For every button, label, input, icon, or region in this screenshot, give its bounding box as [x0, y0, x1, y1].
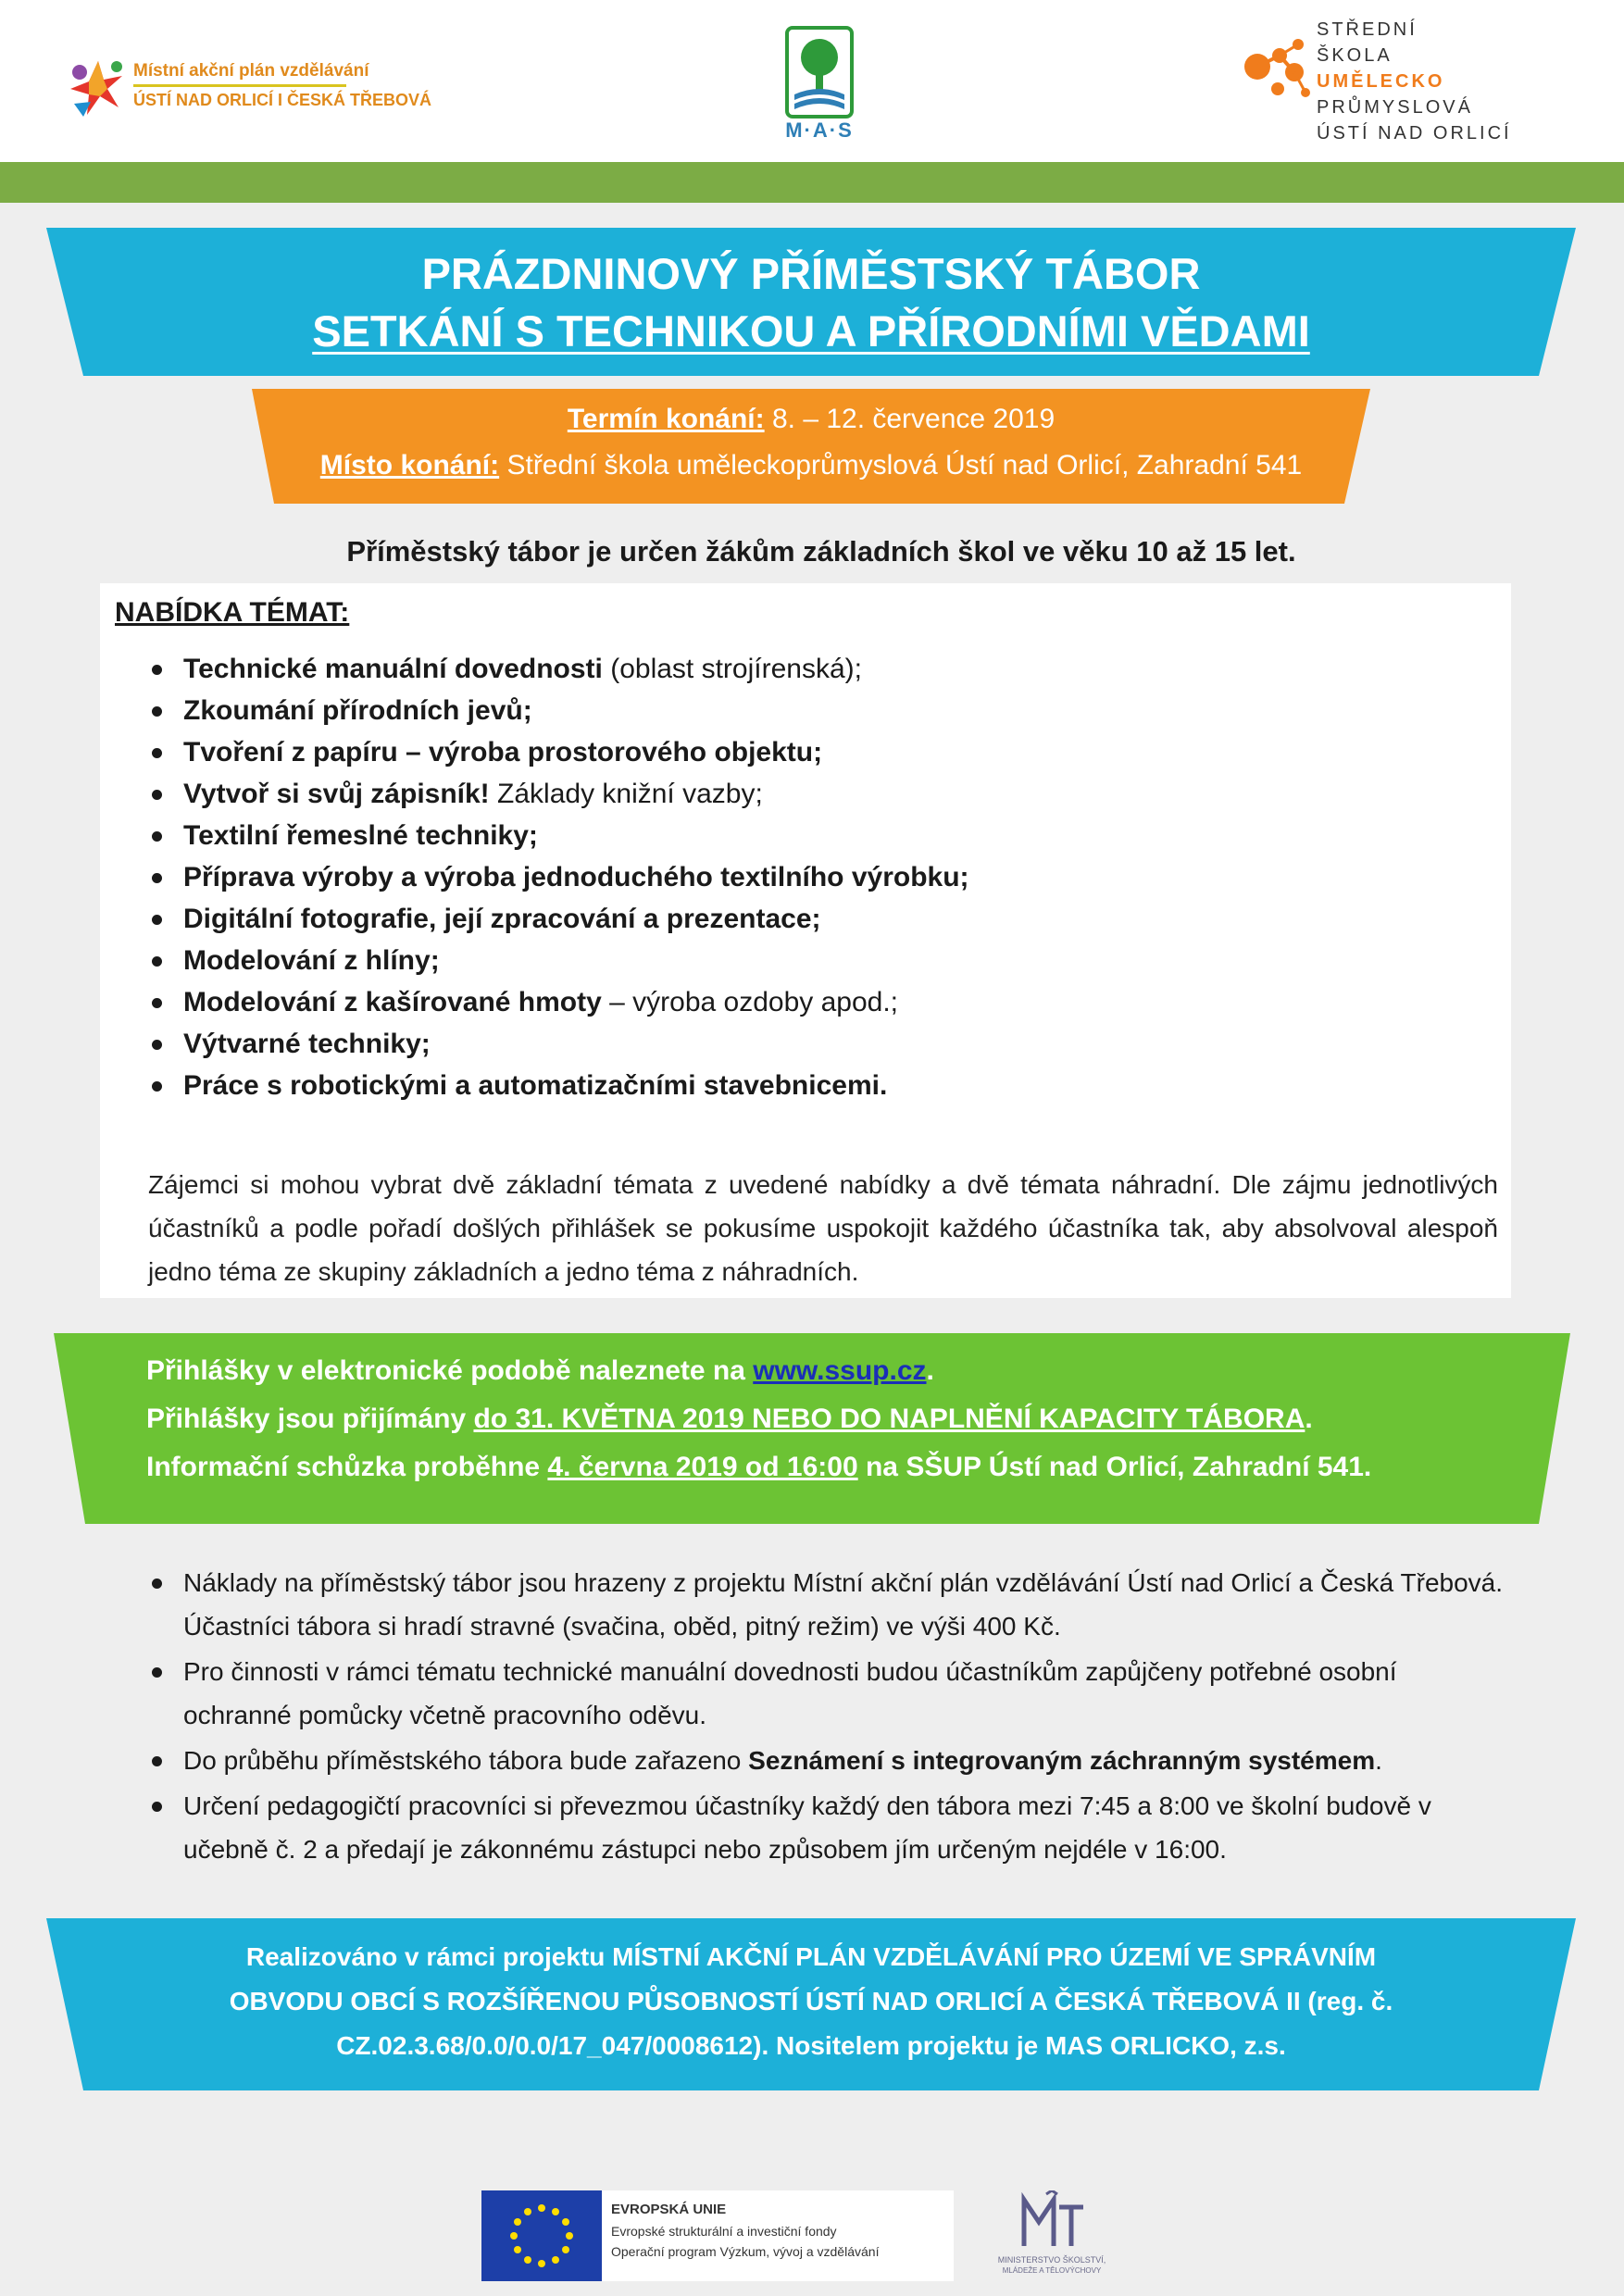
topic-rest: – výroba ozdoby apod.; [601, 987, 899, 1017]
topic-bold: Textilní řemeslné techniky; [183, 820, 538, 851]
registration-line2-end: . [1305, 1404, 1313, 1434]
map-logo-line1: Místní akční plán vzdělávání [133, 61, 369, 81]
eu-logo-line3: Operační program Výzkum, vývoj a vzdělávání [611, 2244, 880, 2259]
footer-line1: Realizováno v rámci projektu MÍSTNÍ AKČNÍ PLÁN VZDĚLÁVÁNÍ PRO ÚZEMÍ VE SPRÁVNÍM [245, 1942, 1377, 1971]
eu-logo [481, 2190, 954, 2281]
note-end: . [1375, 1746, 1382, 1775]
school-logo [1241, 17, 1518, 146]
intro-text: Příměstský tábor je určen žákům základních škol ve věku 10 až 15 let. [346, 535, 1296, 568]
eu-logo-line1: EVROPSKÁ UNIE [611, 2202, 727, 2217]
note-text: Pro činnosti v rámci tématu technické manuální dovednosti budou účastníkům zapůjčeny potřebné osobní ochranné pomůcky včetně pracovního oděvu. [183, 1657, 1397, 1729]
school-logo-line1: STŘEDNÍ [1317, 19, 1418, 40]
mas-logo-text: M·A·S [785, 119, 854, 142]
eu-flag-icon [481, 2190, 602, 2281]
eu-flag [481, 2190, 602, 2281]
notes-list [148, 1561, 1509, 1873]
note-text: Do průběhu příměstského tábora bude zařazeno [183, 1746, 749, 1775]
event-date-label: Termín konání: [567, 404, 765, 434]
title-line2: SETKÁNÍ S TECHNIKOU A PŘÍRODNÍMI VĚDAMI [312, 306, 1310, 356]
list-item [148, 981, 1444, 1023]
note-text: Určení pedagogičtí pracovníci si převezmou účastníky každý den tábora mezi 7:45 a 8:00 ve školní budově v učebně č. 2 a předají je zákonnému zástupci nebo způsobem jím určeným nejdéle v 16:00. [183, 1791, 1431, 1864]
list-item [148, 1739, 1509, 1782]
meeting-date: 4. června 2019 od 16:00 [547, 1452, 858, 1482]
msmt-logo-icon [987, 2190, 1117, 2255]
mas-logo [768, 26, 870, 146]
title-line1: PRÁZDNINOVÝ PŘÍMĚSTSKÝ TÁBOR [421, 249, 1201, 298]
registration-deadline: do 31. KVĚTNA 2019 NEBO DO NAPLNĚNÍ KAPACITY TÁBORA [473, 1404, 1305, 1434]
topic-bold: Digitální fotografie, její zpracování a prezentace; [183, 904, 821, 934]
registration-line1-text: Přihlášky v elektronické podobě naleznete na [146, 1355, 754, 1386]
topic-bold: Vytvoř si svůj zápisník! [183, 779, 490, 809]
registration-line2 [146, 1404, 1313, 1435]
note-text: Náklady na příměstský tábor jsou hrazeny z projektu Místní akční plán vzdělávání Ústí nad Orlicí a Česká Třebová. Účastníci tábora si hradí stravné (svačina, oběd, pitný režim) ve výši 400 Kč. [183, 1568, 1504, 1641]
title-band [46, 228, 1576, 376]
ssup-dots-logo-icon [1241, 35, 1315, 119]
topic-bold: Příprava výroby a výroba jednoduchého textilního výrobku; [183, 862, 969, 892]
note-bold: Seznámení s integrovaným záchranným systémem [748, 1746, 1376, 1775]
event-place [252, 450, 1370, 481]
msmt-logo-line1: MINISTERSTVO ŠKOLSTVÍ, [997, 2255, 1106, 2265]
eu-logo-text [611, 2202, 954, 2274]
website-link[interactable]: www.ssup.cz [753, 1355, 927, 1386]
list-item [148, 898, 1444, 940]
map-logo [67, 56, 432, 120]
topic-bold: Práce s robotickými a automatizačními stavebnicemi. [183, 1070, 888, 1101]
registration-line1-end: . [926, 1355, 934, 1386]
topic-bold: Zkoumání přírodních jevů; [183, 695, 532, 726]
topic-bold: Výtvarné techniky; [183, 1029, 431, 1059]
topic-bold: Tvoření z papíru – výroba prostorového objektu; [183, 737, 823, 767]
topic-rest: Základy knižní vazby; [489, 779, 763, 809]
map-logo-divider [133, 84, 346, 87]
topic-rest: (oblast strojírenská); [602, 654, 862, 684]
registration-line1 [146, 1355, 934, 1387]
list-item [148, 773, 1444, 815]
school-logo-text [1317, 17, 1512, 146]
event-date [252, 404, 1370, 435]
list-item [148, 1023, 1444, 1065]
list-item [148, 1650, 1509, 1737]
list-item [148, 815, 1444, 856]
footer-line3: CZ.02.3.68/0.0/0.0/17_047/0008612). Nositelem projektu je MAS ORLICKO, z.s. [336, 2031, 1286, 2060]
list-item [148, 1065, 1444, 1106]
mas-tree-logo-icon [768, 26, 870, 119]
msmt-logo [987, 2190, 1117, 2283]
msmt-logo-line2: MLÁDEŽE A TĚLOVÝCHOVY [1002, 2266, 1102, 2275]
registration-line3-end: na SŠUP Ústí nad Orlicí, Zahradní 541. [857, 1452, 1372, 1482]
list-item [148, 648, 1444, 690]
school-logo-line4: PRŮMYSLOVÁ [1317, 97, 1473, 118]
topic-bold: Modelování z kašírované hmoty [183, 987, 602, 1017]
registration-band [54, 1333, 1570, 1524]
topic-bold: Technické manuální dovednosti [183, 654, 603, 684]
map-star-logo-icon [67, 56, 130, 120]
list-item [148, 690, 1444, 731]
event-place-label: Místo konání: [319, 450, 500, 480]
school-logo-line2: ŠKOLA [1317, 45, 1393, 66]
registration-line3-text: Informační schůzka proběhne [146, 1452, 548, 1482]
selection-paragraph: Zájemci si mohou vybrat dvě základní témata z uvedené nabídky a dvě témata náhradní. Dle zájmu jednotlivých účastníků a podle pořadí došlých přihlášek se pokusíme uspokojit každého účastníka tak, aby absolvoval alespoň jedno téma ze skupiny základních a jedno téma z náhradních. [148, 1170, 1498, 1286]
footer-line2: OBVODU OBCÍ S ROZŠÍŘENOU PŮSOBNOSTÍ ÚSTÍ NAD ORLICÍ A ČESKÁ TŘEBOVÁ II (reg. č. [229, 1987, 1393, 2015]
school-logo-line5: ÚSTÍ NAD ORLICÍ [1317, 123, 1512, 144]
topic-bold: Modelování z hlíny; [183, 945, 440, 976]
list-item [148, 940, 1444, 981]
event-date-value: 8. – 12. července 2019 [764, 404, 1056, 434]
school-logo-line3: UMĚLECKO [1317, 71, 1445, 92]
list-item [148, 1784, 1509, 1871]
list-item [148, 1561, 1509, 1648]
list-item [148, 856, 1444, 898]
event-place-value: Střední škola uměleckoprůmyslová Ústí nad Orlicí, Zahradní 541 [499, 450, 1303, 480]
list-item [148, 731, 1444, 773]
topics-list [148, 648, 1444, 1106]
registration-line2-text: Přihlášky jsou přijímány [146, 1404, 474, 1434]
map-logo-line2: ÚSTÍ NAD ORLICÍ I ČESKÁ TŘEBOVÁ [133, 91, 432, 109]
topics-heading: NABÍDKA TÉMAT: [115, 597, 350, 628]
eu-logo-line2: Evropské strukturální a investiční fondy [611, 2224, 837, 2239]
registration-line3 [146, 1452, 1371, 1483]
header-green-bar [0, 162, 1624, 203]
footer-band [46, 1918, 1576, 2090]
event-info-band [252, 389, 1370, 504]
